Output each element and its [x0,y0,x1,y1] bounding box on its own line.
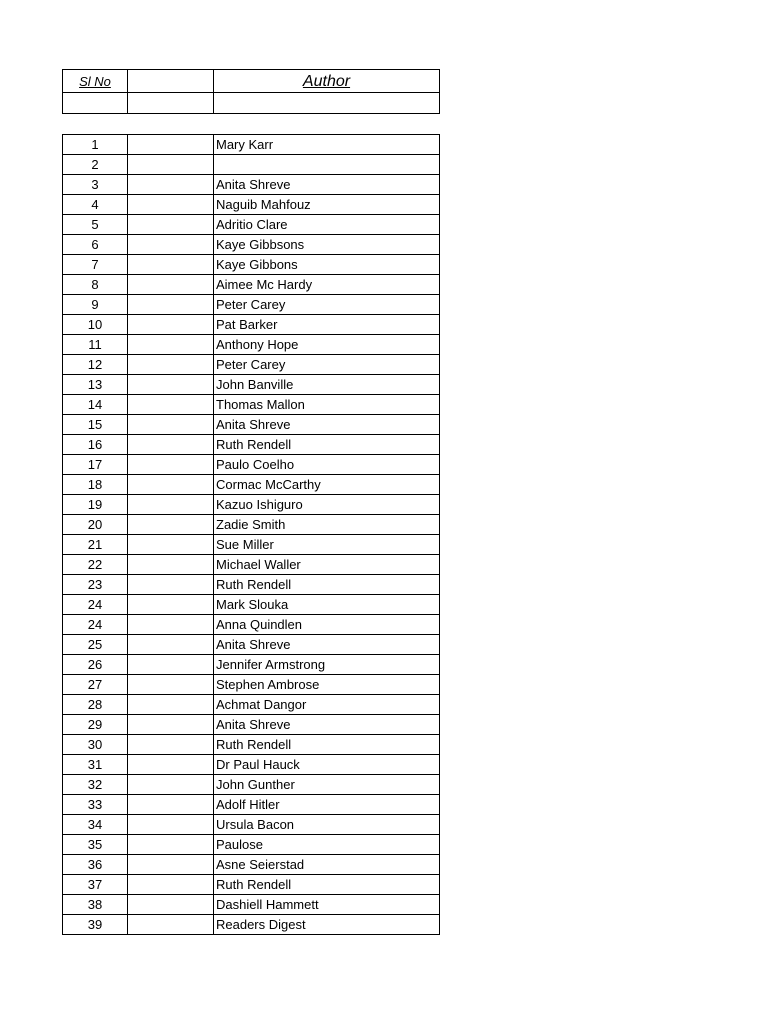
author-cell[interactable]: Anthony Hope [214,335,440,355]
table-row [63,695,440,715]
author-cell[interactable]: Paulose [214,835,440,855]
author-cell[interactable]: Anita Shreve [214,175,440,195]
col2-cell[interactable] [128,635,214,655]
table-row [63,755,440,775]
sl-no-cell[interactable]: 18 [63,475,128,495]
table-row [63,875,440,895]
table-row [63,395,440,415]
table-row [63,595,440,615]
author-cell[interactable]: Michael Waller [214,555,440,575]
header-row [63,70,440,93]
sl-no-cell[interactable]: 31 [63,755,128,775]
author-cell[interactable]: Naguib Mahfouz [214,195,440,215]
sl-no-cell[interactable]: 15 [63,415,128,435]
table-row [63,675,440,695]
col2-cell[interactable] [128,615,214,635]
sl-no-cell[interactable]: 28 [63,695,128,715]
col2-cell[interactable] [128,715,214,735]
sl-no-cell[interactable]: 21 [63,535,128,555]
sl-no-cell[interactable]: 10 [63,315,128,335]
sl-no-cell[interactable]: 16 [63,435,128,455]
col2-cell[interactable] [128,855,214,875]
col2-cell[interactable] [128,475,214,495]
blank-cell[interactable] [214,93,440,114]
sl-no-cell[interactable]: 26 [63,655,128,675]
col2-cell[interactable] [128,555,214,575]
table-row [63,655,440,675]
table-row [63,135,440,155]
col2-cell[interactable] [128,755,214,775]
header-table [62,69,440,114]
sl-no-cell[interactable]: 13 [63,375,128,395]
author-cell[interactable]: Mary Karr [214,135,440,155]
col2-cell[interactable] [128,695,214,715]
col2-cell[interactable] [128,575,214,595]
col2-cell[interactable] [128,275,214,295]
table-row [63,895,440,915]
author-cell[interactable]: Adolf Hitler [214,795,440,815]
table-row [63,515,440,535]
sl-no-cell[interactable]: 17 [63,455,128,475]
sl-no-cell[interactable]: 6 [63,235,128,255]
table-row [63,835,440,855]
table-row [63,315,440,335]
author-cell[interactable]: Ursula Bacon [214,815,440,835]
col2-cell[interactable] [128,155,214,175]
table-row [63,195,440,215]
sl-no-cell[interactable]: 1 [63,135,128,155]
col2-cell[interactable] [128,175,214,195]
sl-no-cell[interactable]: 22 [63,555,128,575]
author-cell[interactable]: Achmat Dangor [214,695,440,715]
sl-no-cell[interactable]: 7 [63,255,128,275]
col2-cell[interactable] [128,835,214,855]
sl-no-cell[interactable]: 36 [63,855,128,875]
sl-no-cell[interactable]: 24 [63,615,128,635]
col2-cell[interactable] [128,235,214,255]
table-row [63,795,440,815]
table-row [63,555,440,575]
author-cell[interactable]: Sue Miller [214,535,440,555]
author-cell[interactable]: Dashiell Hammett [214,895,440,915]
table-row [63,575,440,595]
author-cell[interactable]: Anita Shreve [214,635,440,655]
author-cell[interactable]: Anita Shreve [214,415,440,435]
col2-cell[interactable] [128,915,214,935]
sl-no-cell[interactable]: 24 [63,595,128,615]
table-row [63,815,440,835]
sl-no-cell[interactable]: 8 [63,275,128,295]
col2-cell[interactable] [128,595,214,615]
author-cell[interactable]: Adritio Clare [214,215,440,235]
author-table [62,134,440,935]
header-blank-row [63,93,440,114]
sl-no-cell[interactable]: 39 [63,915,128,935]
author-cell[interactable]: Thomas Mallon [214,395,440,415]
col2-cell[interactable] [128,675,214,695]
col2-cell[interactable] [128,535,214,555]
table-row [63,715,440,735]
col2-cell[interactable] [128,355,214,375]
table-row [63,635,440,655]
author-cell[interactable]: Paulo Coelho [214,455,440,475]
col2-cell[interactable] [128,295,214,315]
col2-cell[interactable] [128,775,214,795]
table-row [63,775,440,795]
sl-no-cell[interactable]: 35 [63,835,128,855]
author-cell[interactable]: John Gunther [214,775,440,795]
sl-no-cell[interactable]: 27 [63,675,128,695]
table-row [63,375,440,395]
author-table-body [63,135,440,935]
sl-no-cell[interactable]: 12 [63,355,128,375]
col2-cell[interactable] [128,415,214,435]
sl-no-cell[interactable]: 23 [63,575,128,595]
author-cell[interactable]: Asne Seierstad [214,855,440,875]
sl-no-cell[interactable]: 20 [63,515,128,535]
author-cell[interactable] [214,155,440,175]
table-row [63,615,440,635]
table-row [63,415,440,435]
col2-cell[interactable] [128,255,214,275]
col2-cell[interactable] [128,735,214,755]
col2-cell[interactable] [128,375,214,395]
sl-no-cell[interactable]: 38 [63,895,128,915]
sl-no-cell[interactable]: 4 [63,195,128,215]
author-cell[interactable]: Ruth Rendell [214,575,440,595]
table-row [63,535,440,555]
author-cell[interactable]: Ruth Rendell [214,435,440,455]
author-cell[interactable]: Zadie Smith [214,515,440,535]
author-cell[interactable]: Ruth Rendell [214,875,440,895]
col2-cell[interactable] [128,335,214,355]
table-row [63,155,440,175]
sl-no-cell[interactable]: 34 [63,815,128,835]
table-row [63,915,440,935]
col2-cell[interactable] [128,195,214,215]
col2-cell[interactable] [128,495,214,515]
sl-no-cell[interactable]: 32 [63,775,128,795]
table-row [63,495,440,515]
author-cell[interactable]: Stephen Ambrose [214,675,440,695]
sl-no-cell[interactable]: 2 [63,155,128,175]
col2-cell[interactable] [128,215,214,235]
sl-no-cell[interactable]: 5 [63,215,128,235]
col2-cell[interactable] [128,655,214,675]
author-cell[interactable]: Aimee Mc Hardy [214,275,440,295]
author-cell[interactable]: Kaye Gibbons [214,255,440,275]
author-cell[interactable]: Anna Quindlen [214,615,440,635]
author-cell[interactable]: Kaye Gibbsons [214,235,440,255]
author-cell[interactable]: Readers Digest [214,915,440,935]
col2-cell[interactable] [128,315,214,335]
header-col2[interactable] [128,70,214,93]
sl-no-cell[interactable]: 30 [63,735,128,755]
header-author[interactable]: Author [214,70,440,93]
blank-cell[interactable] [128,93,214,114]
author-cell[interactable]: Anita Shreve [214,715,440,735]
col2-cell[interactable] [128,895,214,915]
table-row [63,275,440,295]
col2-cell[interactable] [128,455,214,475]
author-cell[interactable]: Cormac McCarthy [214,475,440,495]
author-cell[interactable]: Peter Carey [214,295,440,315]
sl-no-cell[interactable]: 3 [63,175,128,195]
author-cell[interactable]: Peter Carey [214,355,440,375]
table-row [63,235,440,255]
col2-cell[interactable] [128,135,214,155]
table-row [63,295,440,315]
author-cell[interactable]: Dr Paul Hauck [214,755,440,775]
table-row [63,735,440,755]
author-cell[interactable]: Kazuo Ishiguro [214,495,440,515]
table-row [63,175,440,195]
author-cell[interactable]: John Banville [214,375,440,395]
col2-cell[interactable] [128,435,214,455]
table-row [63,215,440,235]
header-sl-no[interactable]: Sl No [63,70,128,93]
table-row [63,475,440,495]
table-row [63,455,440,475]
table-row [63,255,440,275]
sl-no-cell[interactable]: 33 [63,795,128,815]
sl-no-cell[interactable]: 9 [63,295,128,315]
author-cell[interactable]: Pat Barker [214,315,440,335]
table-row [63,335,440,355]
col2-cell[interactable] [128,395,214,415]
sl-no-cell[interactable]: 37 [63,875,128,895]
sl-no-cell[interactable]: 29 [63,715,128,735]
author-cell[interactable]: Mark Slouka [214,595,440,615]
col2-cell[interactable] [128,815,214,835]
col2-cell[interactable] [128,515,214,535]
sl-no-cell[interactable]: 19 [63,495,128,515]
col2-cell[interactable] [128,795,214,815]
table-row [63,355,440,375]
sl-no-cell[interactable]: 25 [63,635,128,655]
author-cell[interactable]: Ruth Rendell [214,735,440,755]
author-cell[interactable]: Jennifer Armstrong [214,655,440,675]
table-row [63,435,440,455]
sl-no-cell[interactable]: 14 [63,395,128,415]
blank-cell[interactable] [63,93,128,114]
col2-cell[interactable] [128,875,214,895]
sl-no-cell[interactable]: 11 [63,335,128,355]
table-row [63,855,440,875]
